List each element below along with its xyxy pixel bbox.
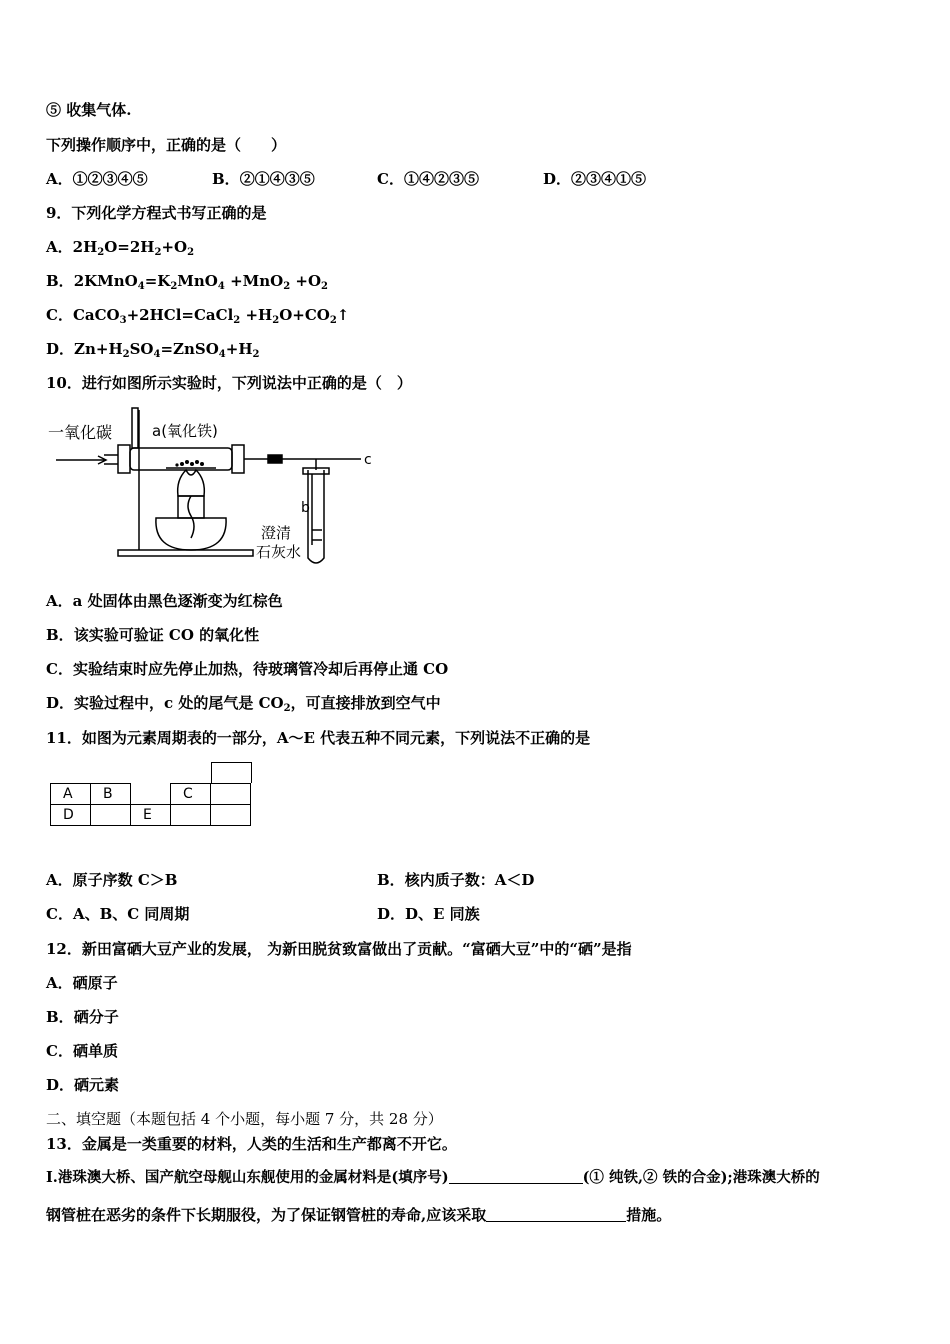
a-label: a(氧化铁) — [152, 422, 218, 440]
q11-option-b: B．核内质子数：A＜D — [377, 871, 535, 889]
q13-part1: I.港珠澳大桥、国产航空母舰山东舰使用的金属材料是(填序号) (① 纯铁,② 铁的合金);港珠澳大桥的 — [46, 1169, 820, 1186]
alcohol-lamp — [156, 518, 226, 550]
limewater-label-1: 澄清 — [261, 524, 292, 542]
q13-part2: 钢管桩在恶劣的条件下长期服役，为了保证钢管桩的寿命,应该采取 措施。 — [46, 1206, 672, 1224]
q12-stem: 12．新田富硒大豆产业的发展， 为新田脱贫致富做出了贡献。“富硒大豆”中的“硒”是指 — [46, 940, 632, 958]
cell-empty-2 — [91, 805, 131, 826]
q8-option-b: B．②①④③⑤ — [212, 170, 315, 188]
q13-blank-2[interactable] — [486, 1207, 626, 1222]
hard-glass-tube — [130, 448, 232, 470]
section-2-heading: 二、填空题（本题包括 4 个小题，每小题 7 分，共 28 分） — [46, 1110, 443, 1128]
test-tube — [308, 470, 324, 563]
q12-option-a: A．硒原子 — [46, 974, 118, 992]
flame — [178, 470, 205, 496]
periodic-table-fragment — [50, 783, 251, 826]
c-label: c — [364, 452, 372, 468]
cell-empty — [131, 784, 171, 805]
cell-empty-4 — [211, 805, 251, 826]
q9-stem: 9．下列化学方程式书写正确的是 — [46, 204, 267, 222]
right-stopper — [232, 445, 244, 473]
q8-option-c: C．①④②③⑤ — [377, 170, 479, 188]
q11-option-a: A．原子序数 C＞B — [46, 871, 178, 889]
clamp — [132, 408, 138, 448]
q12-option-b: B．硒分子 — [46, 1008, 119, 1026]
periodic-table-top-cell — [211, 762, 252, 783]
q8-option-d: D．②③④①⑤ — [543, 170, 647, 188]
left-stopper — [118, 445, 130, 473]
q11-stem: 11．如图为元素周期表的一部分，A～E 代表五种不同元素，下列说法不正确的是 — [46, 729, 591, 747]
q10-stem: 10．进行如图所示实验时，下列说法中正确的是（ ） — [46, 374, 412, 392]
q8-option-a: A．①②③④⑤ — [46, 170, 148, 188]
q10-option-c: C．实验结束时应先停止加热，待玻璃管冷却后再停止通 CO — [46, 660, 449, 678]
stand-base — [118, 550, 253, 556]
q9-option-d: D．$Zn+H_2SO_4=ZnSO_4+H_2$ — [46, 340, 260, 360]
q12-option-c: C．硒单质 — [46, 1042, 118, 1060]
cell-b: B — [91, 784, 131, 805]
q8-step5: ⑤ 收集气体. — [46, 101, 132, 119]
co-label: 一氧化碳 — [48, 423, 113, 442]
cell-e: E — [131, 805, 171, 826]
q9-option-a: A．$2H_2O=2H_2+O_2$ — [46, 238, 195, 258]
q11-option-c: C．A、B、C 同周期 — [46, 905, 190, 923]
limewater-label-2: 石灰水 — [256, 543, 302, 561]
cell-c: C — [171, 784, 211, 805]
q13-blank-1[interactable] — [449, 1169, 583, 1184]
q10-option-a: A．a 处固体由黑色逐渐变为红棕色 — [46, 592, 283, 610]
b-label: b — [301, 500, 310, 516]
cell-empty-right — [211, 784, 251, 805]
q11-option-d: D．D、E 同族 — [377, 905, 480, 923]
q9-option-c: C．CaCO$_3$+2HCl=CaCl$_2$ $+H_2O+CO_2↑$ — [46, 306, 350, 326]
co-reduction-apparatus — [46, 400, 386, 575]
q8-prompt: 下列操作顺序中，正确的是（ ） — [46, 136, 287, 154]
q12-option-d: D．硒元素 — [46, 1076, 120, 1094]
q9-option-b: B．$2KMnO_4=K_2MnO_4 +MnO_2 +O_2$ — [46, 272, 329, 292]
cell-empty-3 — [171, 805, 211, 826]
q10-option-b: B．该实验可验证 CO 的氧化性 — [46, 626, 260, 644]
cell-d: D — [51, 805, 91, 826]
q10-option-d: D．实验过程中，c 处的尾气是 $CO_2$，可直接排放到空气中 — [46, 694, 441, 714]
q13-stem: 13．金属是一类重要的材料，人类的生活和生产都离不开它。 — [46, 1135, 457, 1153]
cell-a: A — [51, 784, 91, 805]
